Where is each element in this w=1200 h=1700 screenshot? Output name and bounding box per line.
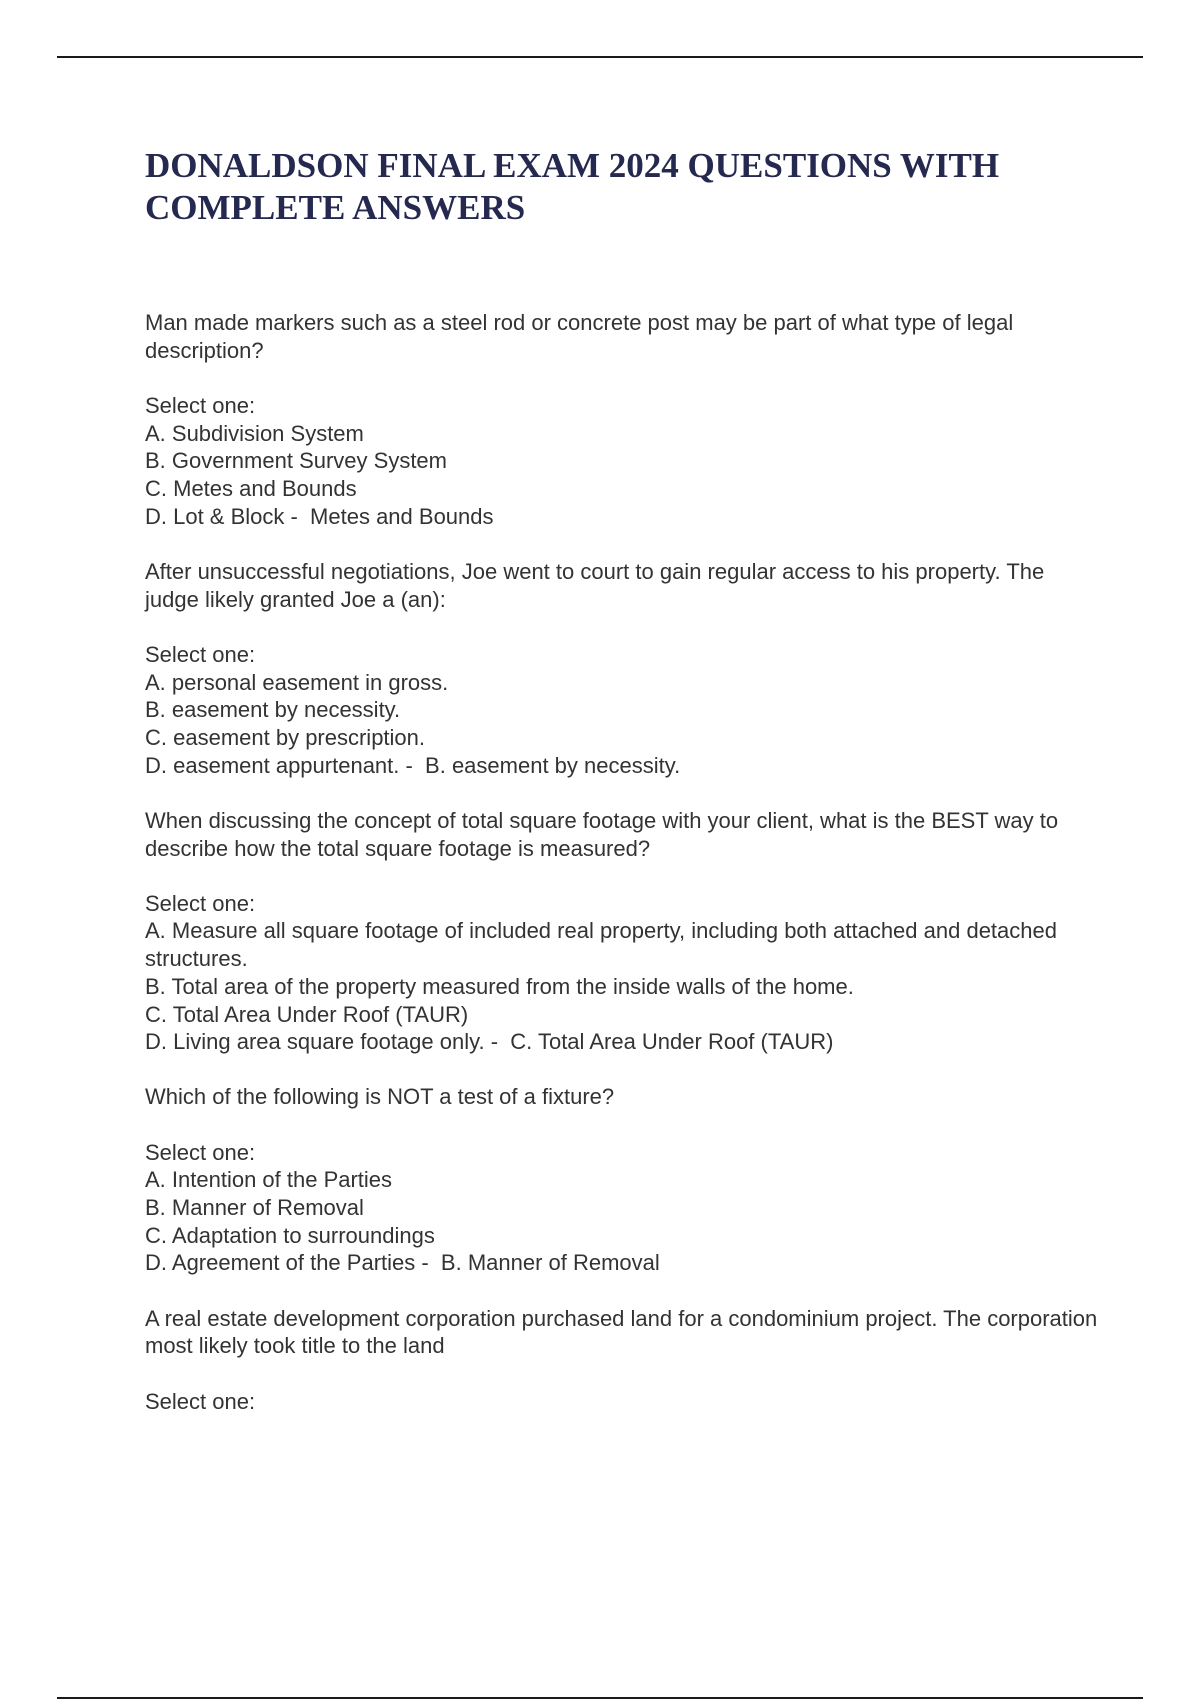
- select-one-label: Select one:: [145, 392, 256, 418]
- option-c: C. Metes and Bounds: [145, 476, 357, 502]
- option-d-with-answer: D. Lot & Block - Metes and Bounds: [145, 503, 494, 529]
- option-b: B. easement by necessity.: [145, 697, 401, 723]
- select-one-label: Select one:: [145, 1388, 256, 1414]
- question-1: [145, 309, 1100, 530]
- select-one-label: Select one:: [145, 890, 256, 916]
- option-c: C. Adaptation to surroundings: [145, 1222, 435, 1248]
- option-c: C. easement by prescription.: [145, 724, 426, 750]
- question-5: [145, 1305, 1100, 1416]
- option-b: B. Total area of the property measured from the inside walls of the home.: [145, 973, 854, 999]
- option-d-with-answer: D. Agreement of the Parties - B. Manner of Removal: [145, 1250, 660, 1276]
- option-a: A. Intention of the Parties: [145, 1167, 393, 1193]
- question-text: After unsuccessful negotiations, Joe went to court to gain regular access to his property. The judge likely granted Joe a (an):: [145, 558, 1045, 612]
- option-a: A. Subdivision System: [145, 420, 364, 446]
- bottom-rule: [57, 1697, 1143, 1699]
- option-c: C. Total Area Under Roof (TAUR): [145, 1001, 469, 1027]
- select-one-label: Select one:: [145, 1139, 256, 1165]
- option-b: B. Manner of Removal: [145, 1195, 364, 1221]
- question-text: Man made markers such as a steel rod or concrete post may be part of what type of legal description?: [145, 310, 1014, 363]
- question-text: Which of the following is NOT a test of a fixture?: [145, 1084, 615, 1110]
- select-one-label: Select one:: [145, 641, 256, 667]
- document-title: DONALDSON FINAL EXAM 2024 QUESTIONS WITH COMPLETE ANSWERS: [145, 146, 1000, 227]
- option-a: A. Measure all square footage of included real property, including both attached and detached structures.: [145, 918, 1057, 972]
- question-text: When discussing the concept of total square footage with your client, what is the BEST way to describe how the total square footage is measured?: [145, 807, 1059, 861]
- question-3: [145, 807, 1100, 1056]
- document-body: [145, 145, 1100, 1443]
- question-2: [145, 558, 1100, 779]
- option-d-with-answer: D. easement appurtenant. - B. easement by necessity.: [145, 752, 681, 778]
- option-b: B. Government Survey System: [145, 448, 447, 474]
- option-a: A. personal easement in gross.: [145, 669, 449, 695]
- question-list: [145, 309, 1100, 1415]
- question-4: [145, 1083, 1100, 1277]
- option-d-with-answer: D. Living area square footage only. - C. Total Area Under Roof (TAUR): [145, 1029, 834, 1055]
- top-rule: [57, 56, 1143, 58]
- question-text: A real estate development corporation purchased land for a condominium project. The corporation most likely took title to the land: [145, 1305, 1098, 1359]
